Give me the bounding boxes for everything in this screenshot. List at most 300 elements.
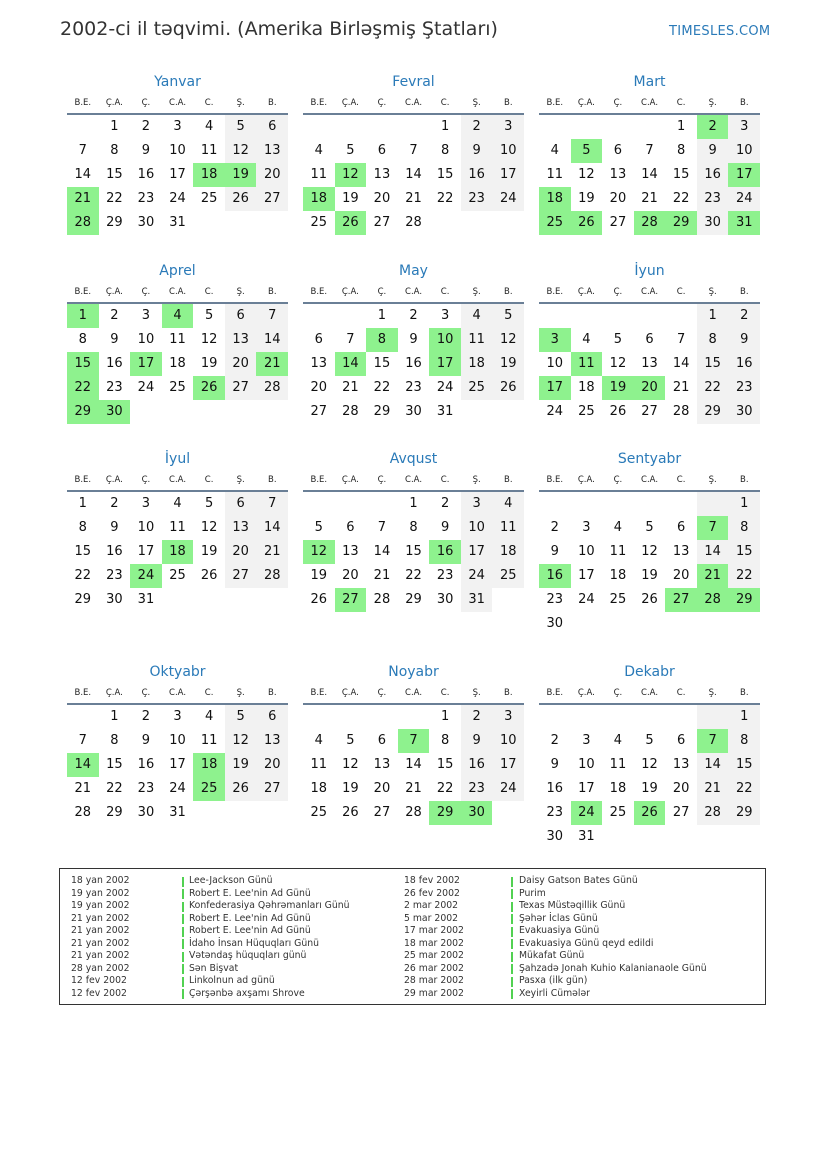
day-cell[interactable]: 13 bbox=[373, 757, 391, 772]
day-cell[interactable]: 5 bbox=[645, 733, 654, 748]
day-cell[interactable]: 11 bbox=[169, 520, 186, 535]
day-cell[interactable]: 12 bbox=[335, 163, 367, 187]
day-cell[interactable]: 10 bbox=[546, 356, 564, 371]
day-cell[interactable]: 13 bbox=[256, 729, 288, 753]
day-cell[interactable]: 23 bbox=[436, 568, 454, 583]
day-cell[interactable]: 22 bbox=[697, 376, 729, 400]
day-cell[interactable]: 22 bbox=[67, 376, 99, 400]
day-cell[interactable]: 12 bbox=[200, 332, 218, 347]
day-cell[interactable]: 11 bbox=[492, 516, 524, 540]
day-cell[interactable]: 28 bbox=[697, 801, 729, 825]
day-cell[interactable]: 27 bbox=[256, 777, 288, 801]
day-cell[interactable]: 13 bbox=[342, 544, 359, 559]
day-cell[interactable]: 28 bbox=[634, 211, 666, 235]
day-cell[interactable]: 1 bbox=[697, 304, 729, 328]
day-cell[interactable]: 6 bbox=[225, 304, 257, 328]
day-cell[interactable]: 12 bbox=[578, 167, 595, 182]
day-cell[interactable]: 24 bbox=[571, 801, 603, 825]
day-cell[interactable]: 13 bbox=[225, 516, 257, 540]
day-cell[interactable]: 10 bbox=[169, 143, 186, 158]
day-cell[interactable]: 23 bbox=[697, 187, 729, 211]
day-cell[interactable]: 30 bbox=[405, 404, 422, 419]
day-cell[interactable]: 13 bbox=[641, 356, 658, 371]
day-cell[interactable]: 18 bbox=[169, 356, 186, 371]
day-cell[interactable]: 14 bbox=[74, 167, 92, 182]
day-cell[interactable]: 4 bbox=[173, 496, 182, 511]
day-cell[interactable]: 26 bbox=[193, 376, 225, 400]
day-cell[interactable]: 7 bbox=[409, 143, 418, 158]
day-cell[interactable]: 30 bbox=[546, 829, 564, 844]
day-cell[interactable]: 27 bbox=[672, 805, 690, 820]
day-cell[interactable]: 6 bbox=[314, 332, 323, 347]
day-cell[interactable]: 28 bbox=[405, 805, 422, 820]
day-cell[interactable]: 13 bbox=[609, 167, 627, 182]
day-cell[interactable]: 29 bbox=[405, 592, 422, 607]
day-cell[interactable]: 13 bbox=[672, 544, 690, 559]
day-cell[interactable]: 30 bbox=[546, 616, 564, 631]
day-cell[interactable]: 22 bbox=[373, 380, 391, 395]
day-cell[interactable]: 15 bbox=[106, 757, 123, 772]
day-cell[interactable]: 28 bbox=[373, 592, 391, 607]
day-cell[interactable]: 27 bbox=[225, 376, 257, 400]
day-cell[interactable]: 20 bbox=[672, 568, 690, 583]
day-cell[interactable]: 4 bbox=[550, 143, 559, 158]
day-cell[interactable]: 3 bbox=[582, 733, 591, 748]
day-cell[interactable]: 30 bbox=[436, 592, 454, 607]
day-cell[interactable]: 25 bbox=[578, 404, 595, 419]
day-cell[interactable]: 16 bbox=[546, 781, 564, 796]
day-cell[interactable]: 4 bbox=[314, 733, 323, 748]
day-cell[interactable]: 13 bbox=[225, 328, 257, 352]
day-cell[interactable]: 25 bbox=[169, 380, 186, 395]
day-cell[interactable]: 27 bbox=[256, 187, 288, 211]
day-cell[interactable]: 14 bbox=[335, 352, 367, 376]
day-cell[interactable]: 17 bbox=[728, 163, 760, 187]
day-cell[interactable]: 12 bbox=[200, 520, 218, 535]
day-cell[interactable]: 20 bbox=[256, 163, 288, 187]
day-cell[interactable]: 19 bbox=[641, 781, 658, 796]
day-cell[interactable]: 20 bbox=[256, 753, 288, 777]
day-cell[interactable]: 1 bbox=[728, 705, 760, 729]
day-cell[interactable]: 27 bbox=[335, 588, 367, 612]
day-cell[interactable]: 16 bbox=[429, 540, 461, 564]
day-cell[interactable]: 27 bbox=[609, 215, 627, 230]
day-cell[interactable]: 9 bbox=[461, 139, 493, 163]
day-cell[interactable]: 28 bbox=[697, 588, 729, 612]
day-cell[interactable]: 15 bbox=[697, 352, 729, 376]
day-cell[interactable]: 1 bbox=[110, 709, 119, 724]
day-cell[interactable]: 17 bbox=[130, 352, 162, 376]
day-cell[interactable]: 27 bbox=[665, 588, 697, 612]
day-cell[interactable]: 2 bbox=[409, 308, 418, 323]
day-cell[interactable]: 11 bbox=[609, 544, 627, 559]
day-cell[interactable]: 27 bbox=[225, 564, 257, 588]
day-cell[interactable]: 25 bbox=[609, 805, 627, 820]
day-cell[interactable]: 20 bbox=[225, 540, 257, 564]
day-cell[interactable]: 24 bbox=[436, 380, 454, 395]
day-cell[interactable]: 22 bbox=[106, 191, 123, 206]
day-cell[interactable]: 3 bbox=[728, 115, 760, 139]
day-cell[interactable]: 8 bbox=[110, 733, 119, 748]
day-cell[interactable]: 15 bbox=[74, 544, 92, 559]
day-cell[interactable]: 4 bbox=[461, 304, 493, 328]
day-cell[interactable]: 19 bbox=[342, 781, 359, 796]
day-cell[interactable]: 26 bbox=[641, 592, 658, 607]
day-cell[interactable]: 29 bbox=[728, 801, 760, 825]
day-cell[interactable]: 26 bbox=[342, 805, 359, 820]
day-cell[interactable]: 2 bbox=[697, 115, 729, 139]
day-cell[interactable]: 26 bbox=[225, 777, 257, 801]
day-cell[interactable]: 18 bbox=[539, 187, 571, 211]
day-cell[interactable]: 9 bbox=[440, 520, 450, 535]
day-cell[interactable]: 23 bbox=[728, 376, 760, 400]
day-cell[interactable]: 24 bbox=[492, 777, 524, 801]
day-cell[interactable]: 18 bbox=[193, 163, 225, 187]
day-cell[interactable]: 7 bbox=[377, 520, 387, 535]
day-cell[interactable]: 21 bbox=[342, 380, 359, 395]
day-cell[interactable]: 6 bbox=[256, 115, 288, 139]
day-cell[interactable]: 25 bbox=[169, 568, 186, 583]
day-cell[interactable]: 15 bbox=[106, 167, 123, 182]
day-cell[interactable]: 21 bbox=[672, 380, 690, 395]
day-cell[interactable]: 31 bbox=[578, 829, 595, 844]
day-cell[interactable]: 11 bbox=[310, 167, 328, 182]
day-cell[interactable]: 5 bbox=[571, 139, 603, 163]
day-cell[interactable]: 30 bbox=[728, 400, 760, 424]
day-cell[interactable]: 20 bbox=[634, 376, 666, 400]
day-cell[interactable]: 6 bbox=[676, 520, 686, 535]
day-cell[interactable]: 20 bbox=[373, 191, 391, 206]
day-cell[interactable]: 14 bbox=[373, 544, 391, 559]
day-cell[interactable]: 23 bbox=[106, 380, 123, 395]
day-cell[interactable]: 7 bbox=[697, 729, 729, 753]
day-cell[interactable]: 9 bbox=[728, 328, 760, 352]
day-cell[interactable]: 5 bbox=[613, 332, 623, 347]
day-cell[interactable]: 9 bbox=[141, 143, 151, 158]
day-cell[interactable]: 6 bbox=[645, 332, 654, 347]
day-cell[interactable]: 4 bbox=[162, 304, 194, 328]
day-cell[interactable]: 24 bbox=[546, 404, 564, 419]
day-cell[interactable]: 29 bbox=[74, 592, 92, 607]
day-cell[interactable]: 23 bbox=[461, 187, 493, 211]
day-cell[interactable]: 28 bbox=[672, 404, 690, 419]
day-cell[interactable]: 17 bbox=[429, 352, 461, 376]
day-cell[interactable]: 24 bbox=[728, 187, 760, 211]
day-cell[interactable]: 15 bbox=[373, 356, 391, 371]
day-cell[interactable]: 16 bbox=[461, 753, 493, 777]
day-cell[interactable]: 13 bbox=[256, 139, 288, 163]
day-cell[interactable]: 17 bbox=[461, 540, 493, 564]
day-cell[interactable]: 15 bbox=[436, 757, 454, 772]
day-cell[interactable]: 28 bbox=[256, 564, 288, 588]
day-cell[interactable]: 18 bbox=[492, 540, 524, 564]
day-cell[interactable]: 22 bbox=[728, 777, 760, 801]
day-cell[interactable]: 16 bbox=[697, 163, 729, 187]
day-cell[interactable]: 28 bbox=[405, 215, 422, 230]
day-cell[interactable]: 14 bbox=[672, 356, 690, 371]
day-cell[interactable]: 4 bbox=[204, 119, 214, 134]
day-cell[interactable]: 8 bbox=[110, 143, 119, 158]
day-cell[interactable]: 20 bbox=[672, 781, 690, 796]
day-cell[interactable]: 24 bbox=[137, 380, 155, 395]
day-cell[interactable]: 17 bbox=[539, 376, 571, 400]
day-cell[interactable]: 16 bbox=[106, 356, 123, 371]
day-cell[interactable]: 25 bbox=[461, 376, 493, 400]
day-cell[interactable]: 7 bbox=[398, 729, 430, 753]
day-cell[interactable]: 12 bbox=[641, 757, 658, 772]
day-cell[interactable]: 8 bbox=[728, 516, 760, 540]
day-cell[interactable]: 19 bbox=[602, 376, 634, 400]
day-cell[interactable]: 18 bbox=[162, 540, 194, 564]
day-cell[interactable]: 9 bbox=[550, 544, 559, 559]
day-cell[interactable]: 2 bbox=[461, 115, 493, 139]
day-cell[interactable]: 23 bbox=[106, 568, 123, 583]
day-cell[interactable]: 18 bbox=[310, 781, 328, 796]
day-cell[interactable]: 18 bbox=[609, 568, 627, 583]
day-cell[interactable]: 5 bbox=[492, 304, 524, 328]
day-cell[interactable]: 3 bbox=[461, 492, 493, 516]
day-cell[interactable]: 11 bbox=[200, 733, 218, 748]
day-cell[interactable]: 18 bbox=[578, 380, 595, 395]
day-cell[interactable]: 17 bbox=[492, 753, 524, 777]
day-cell[interactable]: 1 bbox=[110, 119, 119, 134]
day-cell[interactable]: 3 bbox=[141, 496, 151, 511]
day-cell[interactable]: 5 bbox=[346, 143, 355, 158]
day-cell[interactable]: 6 bbox=[346, 520, 355, 535]
day-cell[interactable]: 31 bbox=[728, 211, 760, 235]
day-cell[interactable]: 7 bbox=[346, 332, 355, 347]
day-cell[interactable]: 9 bbox=[697, 139, 729, 163]
day-cell[interactable]: 9 bbox=[409, 332, 418, 347]
day-cell[interactable]: 11 bbox=[310, 757, 328, 772]
day-cell[interactable]: 16 bbox=[539, 564, 571, 588]
day-cell[interactable]: 20 bbox=[609, 191, 627, 206]
day-cell[interactable]: 8 bbox=[409, 520, 418, 535]
day-cell[interactable]: 8 bbox=[366, 328, 398, 352]
day-cell[interactable]: 28 bbox=[67, 211, 99, 235]
day-cell[interactable]: 29 bbox=[697, 400, 729, 424]
day-cell[interactable]: 26 bbox=[310, 592, 328, 607]
day-cell[interactable]: 10 bbox=[492, 139, 524, 163]
day-cell[interactable]: 14 bbox=[405, 167, 422, 182]
day-cell[interactable]: 10 bbox=[137, 332, 155, 347]
day-cell[interactable]: 29 bbox=[106, 215, 123, 230]
day-cell[interactable]: 4 bbox=[582, 332, 591, 347]
day-cell[interactable]: 12 bbox=[641, 544, 658, 559]
day-cell[interactable]: 23 bbox=[461, 777, 493, 801]
day-cell[interactable]: 9 bbox=[141, 733, 151, 748]
day-cell[interactable]: 8 bbox=[78, 520, 87, 535]
day-cell[interactable]: 11 bbox=[609, 757, 627, 772]
day-cell[interactable]: 9 bbox=[110, 520, 119, 535]
day-cell[interactable]: 15 bbox=[728, 753, 760, 777]
day-cell[interactable]: 9 bbox=[110, 332, 119, 347]
day-cell[interactable]: 10 bbox=[461, 516, 493, 540]
day-cell[interactable]: 26 bbox=[571, 211, 603, 235]
day-cell[interactable]: 2 bbox=[550, 520, 559, 535]
day-cell[interactable]: 8 bbox=[676, 143, 686, 158]
day-cell[interactable]: 12 bbox=[492, 328, 524, 352]
day-cell[interactable]: 16 bbox=[137, 757, 155, 772]
day-cell[interactable]: 28 bbox=[74, 805, 92, 820]
day-cell[interactable]: 8 bbox=[78, 332, 87, 347]
day-cell[interactable]: 11 bbox=[461, 328, 493, 352]
day-cell[interactable]: 29 bbox=[665, 211, 697, 235]
day-cell[interactable]: 3 bbox=[173, 709, 182, 724]
day-cell[interactable]: 4 bbox=[613, 520, 623, 535]
day-cell[interactable]: 1 bbox=[676, 119, 686, 134]
day-cell[interactable]: 7 bbox=[645, 143, 654, 158]
day-cell[interactable]: 6 bbox=[377, 143, 387, 158]
day-cell[interactable]: 21 bbox=[256, 540, 288, 564]
day-cell[interactable]: 15 bbox=[672, 167, 690, 182]
day-cell[interactable]: 1 bbox=[440, 119, 450, 134]
day-cell[interactable]: 5 bbox=[204, 496, 214, 511]
day-cell[interactable]: 10 bbox=[728, 139, 760, 163]
day-cell[interactable]: 2 bbox=[440, 496, 450, 511]
day-cell[interactable]: 6 bbox=[225, 492, 257, 516]
day-cell[interactable]: 3 bbox=[492, 115, 524, 139]
day-cell[interactable]: 16 bbox=[137, 167, 155, 182]
day-cell[interactable]: 23 bbox=[546, 805, 564, 820]
day-cell[interactable]: 3 bbox=[173, 119, 182, 134]
day-cell[interactable]: 17 bbox=[578, 568, 595, 583]
day-cell[interactable]: 29 bbox=[728, 588, 760, 612]
day-cell[interactable]: 1 bbox=[409, 496, 418, 511]
day-cell[interactable]: 30 bbox=[137, 215, 155, 230]
day-cell[interactable]: 5 bbox=[225, 115, 257, 139]
day-cell[interactable]: 12 bbox=[342, 757, 359, 772]
brand-link[interactable]: TIMESLES.COM bbox=[669, 24, 771, 39]
day-cell[interactable]: 7 bbox=[78, 143, 87, 158]
day-cell[interactable]: 18 bbox=[193, 753, 225, 777]
day-cell[interactable]: 27 bbox=[310, 404, 328, 419]
day-cell[interactable]: 11 bbox=[571, 352, 603, 376]
day-cell[interactable]: 5 bbox=[225, 705, 257, 729]
day-cell[interactable]: 21 bbox=[641, 191, 658, 206]
day-cell[interactable]: 17 bbox=[169, 757, 186, 772]
day-cell[interactable]: 19 bbox=[578, 191, 595, 206]
day-cell[interactable]: 25 bbox=[310, 805, 328, 820]
day-cell[interactable]: 10 bbox=[169, 733, 186, 748]
day-cell[interactable]: 20 bbox=[310, 380, 328, 395]
day-cell[interactable]: 20 bbox=[225, 352, 257, 376]
day-cell[interactable]: 14 bbox=[697, 753, 729, 777]
day-cell[interactable]: 31 bbox=[169, 215, 186, 230]
day-cell[interactable]: 19 bbox=[225, 753, 257, 777]
day-cell[interactable]: 25 bbox=[310, 215, 328, 230]
day-cell[interactable]: 21 bbox=[74, 781, 92, 796]
day-cell[interactable]: 7 bbox=[256, 304, 288, 328]
day-cell[interactable]: 1 bbox=[67, 304, 99, 328]
day-cell[interactable]: 6 bbox=[613, 143, 623, 158]
day-cell[interactable]: 26 bbox=[634, 801, 666, 825]
day-cell[interactable]: 29 bbox=[67, 400, 99, 424]
day-cell[interactable]: 18 bbox=[609, 781, 627, 796]
day-cell[interactable]: 22 bbox=[74, 568, 92, 583]
day-cell[interactable]: 3 bbox=[440, 308, 450, 323]
day-cell[interactable]: 4 bbox=[613, 733, 623, 748]
day-cell[interactable]: 22 bbox=[728, 564, 760, 588]
day-cell[interactable]: 30 bbox=[106, 592, 123, 607]
day-cell[interactable]: 10 bbox=[578, 544, 595, 559]
day-cell[interactable]: 12 bbox=[303, 540, 335, 564]
day-cell[interactable]: 10 bbox=[137, 520, 155, 535]
day-cell[interactable]: 22 bbox=[436, 781, 454, 796]
day-cell[interactable]: 16 bbox=[728, 352, 760, 376]
day-cell[interactable]: 31 bbox=[137, 592, 155, 607]
day-cell[interactable]: 22 bbox=[405, 568, 422, 583]
day-cell[interactable]: 16 bbox=[106, 544, 123, 559]
day-cell[interactable]: 3 bbox=[141, 308, 151, 323]
day-cell[interactable]: 21 bbox=[697, 564, 729, 588]
day-cell[interactable]: 3 bbox=[582, 520, 591, 535]
day-cell[interactable]: 9 bbox=[461, 729, 493, 753]
day-cell[interactable]: 10 bbox=[578, 757, 595, 772]
day-cell[interactable]: 29 bbox=[373, 404, 391, 419]
day-cell[interactable]: 24 bbox=[461, 564, 493, 588]
day-cell[interactable]: 4 bbox=[492, 492, 524, 516]
day-cell[interactable]: 7 bbox=[676, 332, 686, 347]
day-cell[interactable]: 4 bbox=[204, 709, 214, 724]
day-cell[interactable]: 26 bbox=[200, 568, 218, 583]
day-cell[interactable]: 19 bbox=[492, 352, 524, 376]
day-cell[interactable]: 31 bbox=[436, 404, 454, 419]
day-cell[interactable]: 14 bbox=[67, 753, 99, 777]
day-cell[interactable]: 17 bbox=[137, 544, 155, 559]
day-cell[interactable]: 14 bbox=[641, 167, 658, 182]
day-cell[interactable]: 21 bbox=[256, 352, 288, 376]
day-cell[interactable]: 24 bbox=[578, 592, 595, 607]
day-cell[interactable]: 30 bbox=[137, 805, 155, 820]
day-cell[interactable]: 20 bbox=[373, 781, 391, 796]
day-cell[interactable]: 28 bbox=[342, 404, 359, 419]
day-cell[interactable]: 6 bbox=[676, 733, 686, 748]
day-cell[interactable]: 7 bbox=[78, 733, 87, 748]
day-cell[interactable]: 31 bbox=[169, 805, 186, 820]
day-cell[interactable]: 13 bbox=[672, 757, 690, 772]
day-cell[interactable]: 19 bbox=[641, 568, 658, 583]
day-cell[interactable]: 13 bbox=[310, 356, 328, 371]
day-cell[interactable]: 23 bbox=[405, 380, 422, 395]
day-cell[interactable]: 7 bbox=[256, 492, 288, 516]
day-cell[interactable]: 21 bbox=[405, 191, 422, 206]
day-cell[interactable]: 16 bbox=[405, 356, 422, 371]
day-cell[interactable]: 5 bbox=[204, 308, 214, 323]
day-cell[interactable]: 30 bbox=[697, 211, 729, 235]
day-cell[interactable]: 30 bbox=[461, 801, 493, 825]
day-cell[interactable]: 1 bbox=[377, 308, 387, 323]
day-cell[interactable]: 25 bbox=[539, 211, 571, 235]
day-cell[interactable]: 13 bbox=[373, 167, 391, 182]
day-cell[interactable]: 2 bbox=[110, 496, 119, 511]
day-cell[interactable]: 3 bbox=[492, 705, 524, 729]
day-cell[interactable]: 10 bbox=[429, 328, 461, 352]
day-cell[interactable]: 24 bbox=[492, 187, 524, 211]
day-cell[interactable]: 22 bbox=[106, 781, 123, 796]
day-cell[interactable]: 2 bbox=[728, 304, 760, 328]
day-cell[interactable]: 11 bbox=[169, 332, 186, 347]
day-cell[interactable]: 1 bbox=[728, 492, 760, 516]
day-cell[interactable]: 26 bbox=[225, 187, 257, 211]
day-cell[interactable]: 16 bbox=[461, 163, 493, 187]
day-cell[interactable]: 25 bbox=[609, 592, 627, 607]
day-cell[interactable]: 14 bbox=[405, 757, 422, 772]
day-cell[interactable]: 21 bbox=[697, 777, 729, 801]
day-cell[interactable]: 15 bbox=[728, 540, 760, 564]
day-cell[interactable]: 23 bbox=[137, 781, 155, 796]
day-cell[interactable]: 15 bbox=[67, 352, 99, 376]
